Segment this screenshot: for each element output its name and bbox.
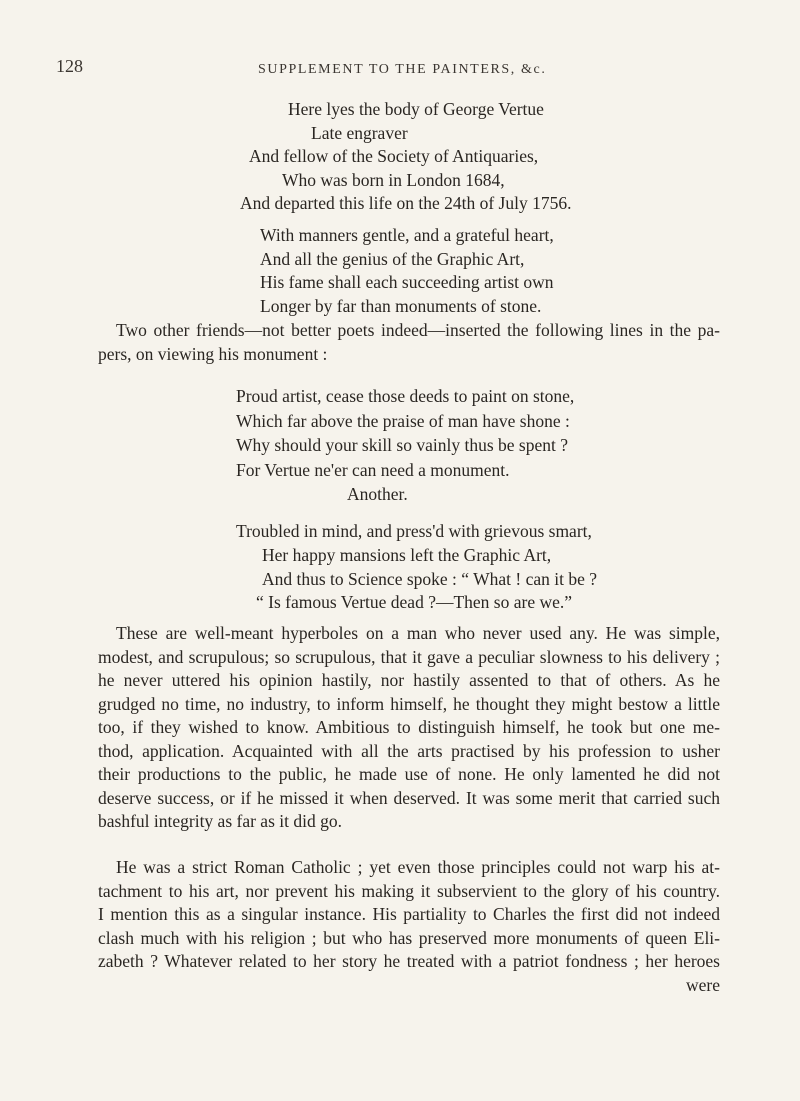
paragraph-line: deserve success, or if he missed it when deserved. It was some merit that carried such [98, 787, 720, 808]
verse-line: And thus to Science spoke : “ What ! can it be ? [262, 568, 597, 589]
catchword: were [685, 974, 720, 995]
verse-line: His fame shall each succeeding artist own [260, 272, 554, 292]
verse-line: With manners gentle, and a grateful heart, [260, 225, 554, 245]
verse-line: Longer by far than monuments of stone. [260, 295, 542, 316]
paragraph-line: zabeth ? Whatever related to her story he treated with a patriot fondness ; her heroes [98, 951, 720, 971]
epitaph-line: Here lyes the body of George Vertue [288, 99, 544, 119]
verse-line: For Vertue ne'er can need a monument. [236, 459, 510, 480]
paragraph-line: too, if they wished to know. Ambitious to distinguish himself, he took but one me- [98, 717, 720, 737]
paragraph-line: bashful integrity as far as it did go. [98, 811, 342, 831]
verse-line: Why should your skill so vainly thus be spent ? [236, 435, 568, 455]
body-paragraph [98, 856, 720, 997]
paragraph-line: grudged no time, no industry, to inform himself, he thought they might bestow a little [98, 693, 720, 714]
verse-line: And all the genius of the Graphic Art, [260, 248, 525, 269]
paragraph-line: tachment to his art, nor prevent his making it subservient to the glory of his country. [98, 880, 720, 901]
verse-three [236, 520, 597, 615]
intro-paragraph [98, 319, 720, 366]
running-head: SUPPLEMENT TO THE PAINTERS, &c. [258, 62, 547, 77]
epitaph [240, 98, 600, 216]
verse-line: Proud artist, cease those deeds to paint on stone, [236, 386, 575, 406]
paragraph-line: he never uttered his opinion hastily, nor hastily assented to that of others. As he [98, 670, 720, 690]
body-paragraph [98, 622, 720, 834]
verse-line: Her happy mansions left the Graphic Art, [262, 544, 552, 565]
paragraph-line: their productions to the public, he made use of none. He only lamented he did not [98, 764, 720, 784]
epitaph-line: And fellow of the Society of Antiquaries, [249, 146, 539, 166]
paragraph-line: Two other friends—not better poets indeed—inserted the following lines in the pa- [116, 320, 720, 340]
section-heading: Another. [347, 484, 408, 504]
paragraph-line: I mention this as a singular instance. His partiality to Charles the first did not indeed [98, 904, 720, 924]
paragraph-line: He was a strict Roman Catholic ; yet even those principles could not warp his at- [116, 857, 720, 877]
paragraph-line: thod, application. Acquainted with all the arts practised by his profession to usher [98, 740, 720, 761]
epitaph-line: Late engraver [311, 122, 408, 143]
paragraph-line: These are well-meant hyperboles on a man who never used any. He was simple, [116, 623, 720, 643]
verse-one [260, 224, 554, 318]
paragraph-line: pers, on viewing his monument : [98, 343, 328, 364]
epitaph-line: And departed this life on the 24th of July 1756. [240, 193, 572, 213]
verse-line: “ Is famous Vertue dead ?—Then so are we.” [256, 592, 573, 613]
paragraph-line: clash much with his religion ; but who has preserved more monuments of queen Eli- [98, 927, 720, 948]
verse-two [236, 384, 574, 482]
verse-line: Which far above the praise of man have shone : [236, 410, 570, 431]
paragraph-line: modest, and scrupulous; so scrupulous, that it gave a peculiar slowness to his delivery ; [98, 646, 720, 667]
verse-line: Troubled in mind, and press'd with grievous smart, [236, 521, 592, 541]
epitaph-line: Who was born in London 1684, [282, 169, 505, 190]
page-number: 128 [56, 56, 83, 76]
